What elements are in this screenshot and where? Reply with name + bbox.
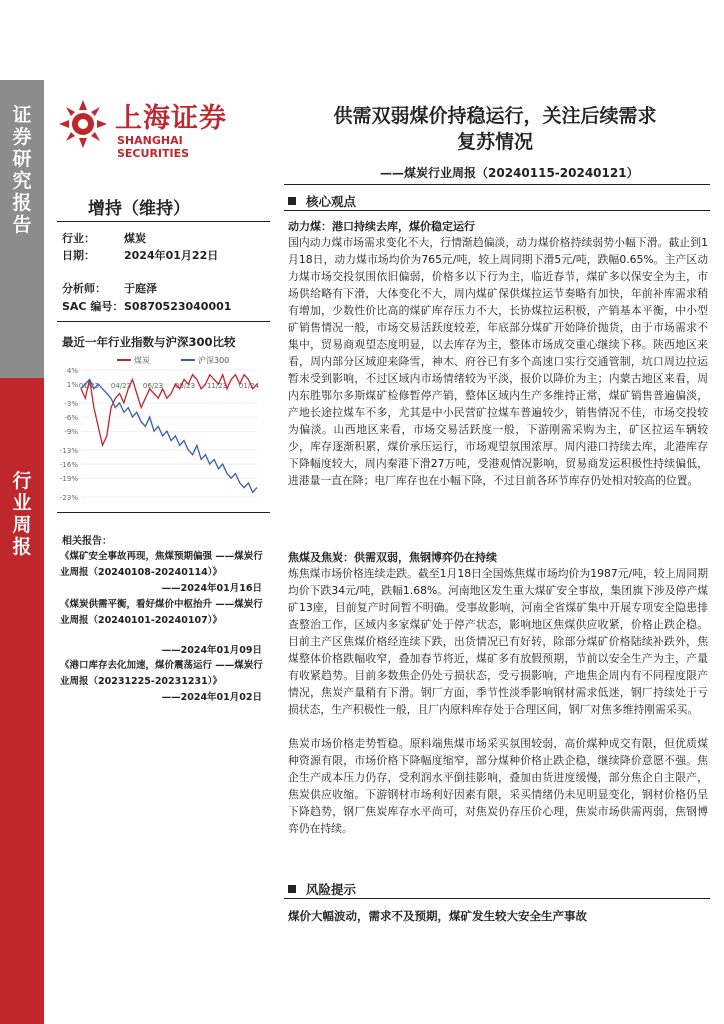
y-tick-label: -19% (59, 475, 78, 484)
core-views-heading: 核心观点 (288, 192, 356, 210)
company-logo (57, 96, 257, 160)
chart-title: 最近一年行业指数与沪深300比较 (62, 335, 236, 349)
date-value: 2024年01月22日 (124, 249, 219, 262)
legend-label: 沪深300 (198, 356, 230, 365)
report-subtitle: ——煤炭行业周报（20240115-20240121） (380, 166, 639, 180)
rating-label: 增持（维持） (88, 199, 190, 219)
chart-divider (57, 512, 270, 513)
y-tick-label: -23% (59, 494, 78, 502)
risk-heading: 风险提示 (288, 880, 356, 898)
rating-divider (57, 221, 270, 222)
core-divider (284, 210, 710, 211)
index-comparison-chart (57, 330, 270, 510)
sidebar-weekly-label: 行 业 周 报 (12, 470, 32, 558)
sac-key: SAC 编号： (62, 300, 124, 313)
related-report-3-date: ——2024年01月02日 (161, 692, 262, 703)
y-tick-label: -3% (64, 399, 78, 408)
coke-paragraph-1: 炼焦煤市场价格连续走跌。截至1月18日全国炼焦煤市场均价为1987元/吨，较上周同期均价下跌34元/吨，跌幅1.68%。河南地区发生重大煤矿安全事故，集团旗下涉及停产煤矿13座，目前复产时间暂不明确。受事故影响，河南全省煤矿集中开展专项安全隐患排查整治工作，区域内多家煤矿处于停产状态，影响地区焦煤供应收紧，价格止跌企稳。目前主产区焦煤价格经连续下跌，出货情况已有好转，除部分煤矿价格陆续补跌外，焦煤整体价格跌幅收窄，叠加春节将近，煤矿多有放假预期，节前以安全生产为主，产量有收紧趋势。目前多数焦企仍处亏损状态，受亏损影响，产地焦企周内有不同程度限产情况，焦炭产量稍有下滑。钢厂方面，季节性淡季影响钢材需求低迷，钢厂持续处于亏损状态，生产积极性一般，且厂内原料库存处于合理区间，钢厂对焦多维持刚需采买。 (288, 567, 708, 716)
risk-divider (284, 898, 710, 899)
date-key: 日期： (62, 249, 95, 262)
industry-value: 煤炭 (124, 232, 146, 245)
coke-heading: 焦煤及焦炭：供需双弱，焦钢博弈仍在持续 (288, 551, 497, 564)
related-reports-title: 相关报告： (62, 536, 112, 547)
y-tick-label: 4% (66, 367, 78, 375)
x-tick-label: 04/23 (110, 381, 132, 390)
logo-chinese-name: 上海证券 (115, 103, 227, 134)
chart-plot (57, 352, 270, 507)
risk-text: 煤价大幅波动，需求不及预期，煤矿发生较大安全生产事故 (288, 909, 587, 923)
power-coal-paragraph: 国内动力煤市场需求变化不大，行情渐趋偏淡，动力煤价格持续弱势小幅下滑。截止到1月18日，动力煤市场均价为765元/吨，较上周同期下滑5元/吨，跌幅0.65%。主产区动力煤市场交投氛围依旧偏弱，价格多以下行为主，临近春节，煤矿多以保安全为主，市场供给略有下滑，大体变化不大，周内煤矿保供煤拉运节奏略有加快，年前补库需求稍有增加，少数性价比高的煤矿库存压力不大，长协煤拉运积极，产销基本平衡，中小型矿销售情况一般，市场交易活跃度较差，年底部分煤矿开始降价抛货，由于市场需求不集中，贸易商观望态度明显，以去库存为主，整体市场成交重心继续下移。陕西地区来看，周内部分区域迎来降雪，神木、府谷已有多个高速口实行交通管制，坑口周边拉运暂未受到影响，不过区域内市场情绪较为平淡，报价以降价为主；内蒙古地区来看，周内东胜鄂尔多斯煤矿检修暂停产销，整体区域内生产多维持正常，煤矿销售普遍偏淡，产地长途拉煤车不多，尤其是中小民营矿拉煤车普遍较少，销售情况不佳，市场交投较为偏淡。山西地区来看，市场交易活跃度一般，下游刚需采购为主，矿区拉运车辆较少，库存逐渐积累，煤价承压运行，市场观望氛围浓厚。周内港口持续去库，北港库存下降幅度较大，周内秦港下滑27万吨，受港观情况影响，贸易商发运积极性持续偏低，进港量一直在降；电厂库存也在小幅下降，不过目前各环节库存仍处相对较高的位置。 (288, 236, 708, 487)
report-title-line2: 复苏情况 (456, 131, 533, 153)
related-report-2-date: ——2024年01月09日 (161, 645, 262, 656)
x-tick-label: 01/24 (238, 381, 260, 390)
related-report-1-date: ——2024年01月16日 (161, 583, 262, 594)
y-tick-label: 1% (66, 381, 78, 390)
analyst-value: 于庭泽 (124, 282, 157, 295)
logo-english-name: SHANGHAI SECURITIES (117, 134, 190, 160)
y-tick-label: -9% (64, 428, 78, 437)
bullet-square-icon (288, 885, 296, 893)
meta-divider (57, 321, 270, 322)
legend-label: 煤炭 (134, 356, 150, 365)
sac-row (62, 298, 231, 314)
x-tick-label: 01/23 (78, 381, 100, 390)
related-report-2[interactable]: 《煤炭供需平衡，看好煤价中枢抬升 ——煤炭行业周报（20240101-20240107）》 (60, 599, 263, 626)
analyst-key: 分析师： (62, 282, 106, 295)
y-tick-label: -6% (64, 414, 78, 423)
report-title (280, 103, 710, 155)
y-tick-label: -16% (59, 461, 78, 470)
logo-emblem-icon (57, 98, 109, 150)
industry-row (62, 230, 146, 246)
industry-key: 行业： (62, 232, 95, 245)
date-row (62, 247, 218, 263)
power-coal-heading: 动力煤：港口持续去库，煤价稳定运行 (288, 220, 475, 233)
x-tick-label: 08/23 (174, 381, 196, 390)
y-tick-label: -13% (59, 446, 78, 455)
sac-value: S0870523040001 (124, 300, 232, 313)
related-report-1[interactable]: 《煤矿安全事故再现，焦煤预期偏强 ——煤炭行业周报（20240108-20240114）》 (60, 551, 263, 578)
report-title-line1: 供需双弱煤价持稳运行，关注后续需求 (333, 105, 657, 127)
title-divider (284, 184, 710, 185)
bullet-square-icon (288, 197, 296, 205)
x-tick-label: 11/23 (206, 381, 228, 390)
sidebar-report-type-label: 证 券 研 究 报 告 (12, 104, 32, 236)
analyst-row (62, 280, 157, 296)
related-report-3[interactable]: 《港口库存去化加速，煤价震荡运行 ——煤炭行业周报（20231225-20231231）》 (60, 660, 263, 687)
coke-paragraph-2: 焦炭市场价格走势暂稳。原料端焦煤市场采买氛围较弱，高价煤种成交有限，但优质煤种资源有限，市场价格下降幅度缩窄，部分煤种价格止跌企稳，继续降价意愿不强。焦企生产成本压力仍存，受利润水平倒挂影响，叠加由货进度缓慢，部分焦企自主限产，焦炭供应收缩。下游钢材市场利好因素有限，采买情绪仍未见明显变化，钢材价格仍呈下降趋势，钢厂焦炭库存水平尚可，对焦炭仍存压价心理，焦炭市场供需两弱，焦钢博弈仍在持续。 (288, 737, 708, 835)
x-tick-label: 06/23 (142, 381, 164, 390)
